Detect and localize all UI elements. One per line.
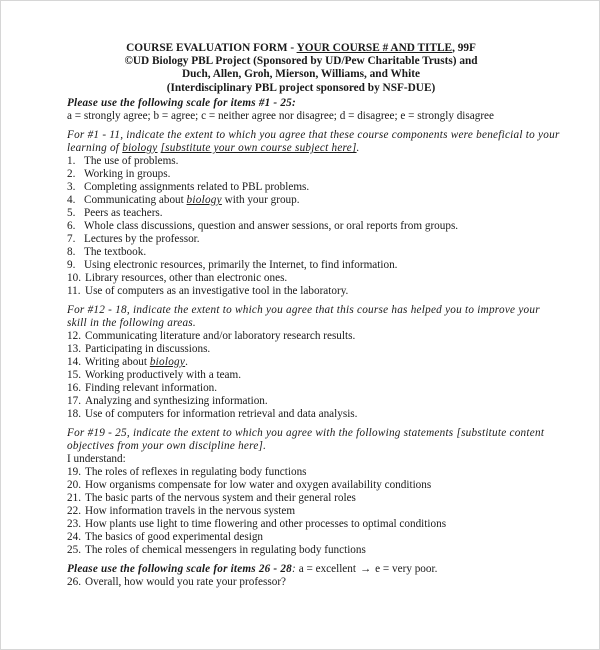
section1-instructions-line1: For #1 - 11, indicate the extent to which you agree that these course components were beneficial to your bbox=[67, 129, 560, 141]
list-item bbox=[67, 246, 547, 259]
item-number: 15. bbox=[67, 369, 81, 381]
item-text-post: . bbox=[185, 356, 188, 368]
item-text-pre: Communicating about bbox=[84, 194, 187, 206]
list-item bbox=[67, 330, 547, 343]
item-text: The roles of chemical messengers in regulating body functions bbox=[85, 544, 366, 556]
sponsor-line: ©UD Biology PBL Project (Sponsored by UD/Pew Charitable Trusts) and bbox=[124, 55, 478, 68]
item-text: The use of problems. bbox=[84, 155, 179, 167]
item-text bbox=[84, 194, 300, 207]
form-title bbox=[1, 42, 600, 55]
list-item bbox=[67, 356, 547, 369]
list-item bbox=[67, 181, 547, 194]
section3-instructions-line2: objectives from your own discipline here]. bbox=[67, 440, 267, 452]
subject-placeholder: biology bbox=[122, 142, 158, 154]
list-item bbox=[67, 343, 547, 356]
item-number: 16. bbox=[67, 382, 81, 394]
instr-prefix: learning of bbox=[67, 142, 123, 154]
scale2-line bbox=[67, 563, 547, 576]
list-item bbox=[67, 168, 547, 181]
section3-items bbox=[67, 466, 547, 557]
authors-line: Duch, Allen, Groh, Mierson, Williams, and White bbox=[181, 68, 420, 81]
scale2-end: e = very poor. bbox=[375, 563, 438, 575]
item-number: 21. bbox=[67, 492, 81, 504]
item-number: 23. bbox=[67, 518, 81, 530]
list-item bbox=[67, 220, 547, 233]
item-text bbox=[85, 356, 188, 369]
item-text: Participating in discussions. bbox=[85, 343, 211, 355]
title-suffix: , 99F bbox=[452, 42, 476, 54]
instr-end: . bbox=[356, 142, 360, 154]
subject-placeholder: biology bbox=[149, 356, 186, 368]
form-header bbox=[1, 42, 600, 95]
item-number: 26. bbox=[67, 576, 81, 588]
list-item bbox=[67, 285, 547, 298]
list-item bbox=[67, 233, 547, 246]
item-text-pre: Writing about bbox=[85, 356, 150, 368]
list-item bbox=[67, 576, 547, 589]
item-number: 22. bbox=[67, 505, 81, 517]
item-number: 24. bbox=[67, 531, 81, 543]
item-text: How information travels in the nervous system bbox=[85, 505, 296, 517]
item-text: Completing assignments related to PBL problems. bbox=[84, 181, 310, 193]
list-item bbox=[67, 479, 547, 492]
title-prefix: COURSE EVALUATION FORM - bbox=[126, 42, 297, 54]
scale2-heading: Please use the following scale for items 26 - 28 bbox=[67, 563, 292, 575]
item-text: How plants use light to time flowering and other processes to optimal conditions bbox=[85, 518, 447, 530]
section4-items bbox=[67, 576, 547, 589]
section3-instructions-line1: For #19 - 25, indicate the extent to which you agree with the following statements [substitute content bbox=[67, 427, 545, 439]
item-text: Using electronic resources, primarily the Internet, to find information. bbox=[84, 259, 398, 271]
item-number: 4. bbox=[67, 194, 76, 206]
item-number: 12. bbox=[67, 330, 81, 342]
item-text: The textbook. bbox=[84, 246, 147, 258]
list-item bbox=[67, 492, 547, 505]
item-text: How organisms compensate for low water and oxygen availability conditions bbox=[85, 479, 432, 491]
item-number: 7. bbox=[67, 233, 76, 245]
list-item bbox=[67, 395, 547, 408]
list-item bbox=[67, 259, 547, 272]
item-text: Peers as teachers. bbox=[84, 207, 163, 219]
item-number: 10. bbox=[67, 272, 81, 284]
form-body bbox=[67, 97, 560, 589]
list-item bbox=[67, 194, 547, 207]
item-text: Overall, how would you rate your professor? bbox=[85, 576, 287, 588]
section1-items bbox=[67, 155, 547, 298]
title-course-placeholder: YOUR COURSE # AND TITLE bbox=[296, 42, 453, 54]
item-number: 25. bbox=[67, 544, 81, 556]
item-text: Working productively with a team. bbox=[85, 369, 241, 381]
item-number: 18. bbox=[67, 408, 81, 420]
item-text: Communicating literature and/or laboratory research results. bbox=[85, 330, 356, 342]
scale-heading: Please use the following scale for items #1 - 25: bbox=[67, 97, 296, 109]
list-item bbox=[67, 531, 547, 544]
item-number: 20. bbox=[67, 479, 81, 491]
item-text: Use of computers as an investigative tool in the laboratory. bbox=[85, 285, 349, 297]
section2-items bbox=[67, 330, 547, 421]
item-text: The roles of reflexes in regulating body functions bbox=[85, 466, 307, 478]
list-item bbox=[67, 544, 547, 557]
list-item bbox=[67, 408, 547, 421]
scale2-start: a = excellent bbox=[295, 563, 356, 575]
item-number: 6. bbox=[67, 220, 76, 232]
list-item bbox=[67, 518, 547, 531]
item-number: 13. bbox=[67, 343, 81, 355]
item-number: 11. bbox=[67, 285, 81, 297]
item-number: 14. bbox=[67, 356, 81, 368]
scale-definition: a = strongly agree; b = agree; c = neither agree nor disagree; d = disagree; e = strongly disagree bbox=[67, 110, 494, 122]
right-arrow-icon: → bbox=[359, 563, 372, 575]
item-text: Whole class discussions, question and answer sessions, or oral reports from groups. bbox=[84, 220, 459, 232]
list-item bbox=[67, 466, 547, 479]
scale2-colon: : bbox=[291, 563, 296, 575]
item-number: 8. bbox=[67, 246, 76, 258]
item-number: 5. bbox=[67, 207, 76, 219]
item-text: Working in groups. bbox=[84, 168, 171, 180]
item-number: 9. bbox=[67, 259, 76, 271]
section2-instructions-line2: skill in the following areas. bbox=[67, 317, 196, 329]
item-number: 3. bbox=[67, 181, 76, 193]
item-number: 2. bbox=[67, 168, 76, 180]
section3-lead: I understand: bbox=[67, 453, 126, 465]
item-text: Use of computers for information retrieval and data analysis. bbox=[85, 408, 358, 420]
nsf-line: (Interdisciplinary PBL project sponsored by NSF-DUE) bbox=[166, 81, 436, 94]
item-text: The basic parts of the nervous system and their general roles bbox=[85, 492, 356, 504]
item-number: 1. bbox=[67, 155, 76, 167]
item-text: Lectures by the professor. bbox=[84, 233, 200, 245]
list-item bbox=[67, 382, 547, 395]
item-text-post: with your group. bbox=[221, 194, 300, 206]
item-text: Analyzing and synthesizing information. bbox=[85, 395, 268, 407]
section2-instructions-line1: For #12 - 18, indicate the extent to which you agree that this course has helped you to improve your bbox=[67, 304, 540, 316]
substitute-note: [substitute your own course subject here] bbox=[160, 142, 357, 154]
item-number: 19. bbox=[67, 466, 81, 478]
item-text: Library resources, other than electronic ones. bbox=[85, 272, 288, 284]
list-item bbox=[67, 207, 547, 220]
item-text: The basics of good experimental design bbox=[85, 531, 264, 543]
item-number: 17. bbox=[67, 395, 81, 407]
item-text: Finding relevant information. bbox=[85, 382, 218, 394]
subject-placeholder: biology bbox=[186, 194, 222, 206]
list-item bbox=[67, 505, 547, 518]
list-item bbox=[67, 155, 547, 168]
list-item bbox=[67, 369, 547, 382]
section1-instructions-line2 bbox=[67, 142, 547, 155]
list-item bbox=[67, 272, 547, 285]
